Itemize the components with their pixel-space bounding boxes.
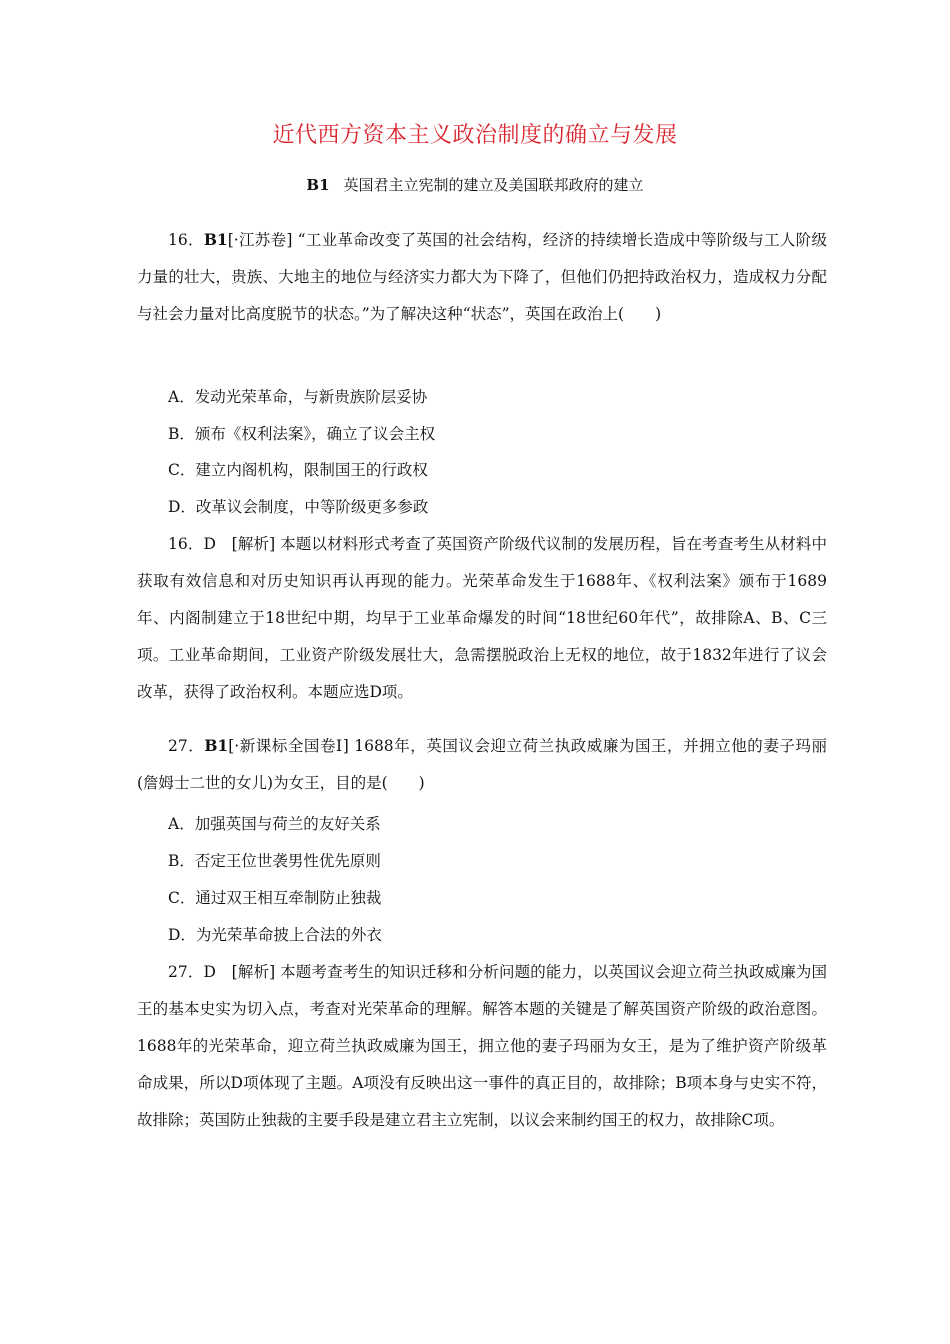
question-27-option-d: D．为光荣革命披上合法的外衣 [168, 926, 382, 944]
question-16-number: 16． [168, 231, 204, 249]
question-16-code: B1 [203, 230, 228, 249]
question-27-option-b: B．否定王位世袭男性优先原则 [168, 852, 381, 870]
question-16-option-d: D．改革议会制度，中等阶级更多参政 [168, 498, 429, 516]
question-27-text: [·新课标全国卷Ⅰ] 1688年，英国议会迎立荷兰执政威廉为国王，并拥立他的妻子玛丽(詹姆士二世的女儿)为女王，目的是( ) [137, 737, 827, 792]
question-16-option-c: C．建立内阁机构，限制国王的行政权 [168, 461, 428, 479]
question-16-option-b: B．颁布《权利法案》，确立了议会主权 [168, 425, 436, 443]
section-code: B1 [306, 176, 330, 194]
question-16-answer: 16．D [解析] 本题以材料形式考查了英国资产阶级代议制的发展历程，旨在考查考生从材料中获取有效信息和对历史知识再认再现的能力。光荣革命发生于1688年、《权利法案》颁布于1689年、内阁制建立于18世纪中期，均早于工业革命爆发的时间“18世纪60年代”，故排除A、B、C三项。工业革命期间，工业资产阶级发展壮大，急需摆脱政治上无权的地位，故于1832年进行了议会改革，获得了政治权利。本题应选D项。 [137, 535, 827, 701]
question-27-option-c: C．通过双王相互牵制防止独裁 [168, 889, 382, 907]
section-title: 英国君主立宪制的建立及美国联邦政府的建立 [343, 176, 644, 194]
question-27-option-a: A．加强英国与荷兰的友好关系 [168, 815, 381, 833]
question-16-option-a: A．发动光荣革命，与新贵族阶层妥协 [168, 388, 428, 406]
question-16-text: [·江苏卷] “工业革命改变了英国的社会结构，经济的持续增长造成中等阶级与工人阶级力量的壮大，贵族、大地主的地位与经济实力都大为下降了，但他们仍把持政治权力，造成权力分配与社会力量对比高度脱节的状态。”为了解决这种“状态”，英国在政治上( ) [137, 231, 827, 323]
section-heading [0, 174, 950, 195]
question-27-stem [137, 727, 827, 802]
document-title: 近代西方资本主义政治制度的确立与发展 [272, 123, 678, 148]
question-27-answer: 27．D [解析] 本题考查考生的知识迁移和分析问题的能力，以英国议会迎立荷兰执政威廉为国王的基本史实为切入点，考查对光荣革命的理解。解答本题的关键是了解英国资产阶级的政治意图。1688年的光荣革命，迎立荷兰执政威廉为国王，拥立他的妻子玛丽为女王，是为了维护资产阶级革命成果，所以D项体现了主题。A项没有反映出这一事件的真正目的，故排除；B项本身与史实不符，故排除；英国防止独裁的主要手段是建立君主立宪制，以议会来制约国王的权力，故排除C项。 [137, 963, 827, 1129]
question-16-stem [137, 221, 827, 333]
question-27-number: 27． [168, 737, 205, 755]
question-27-code: B1 [204, 736, 229, 755]
